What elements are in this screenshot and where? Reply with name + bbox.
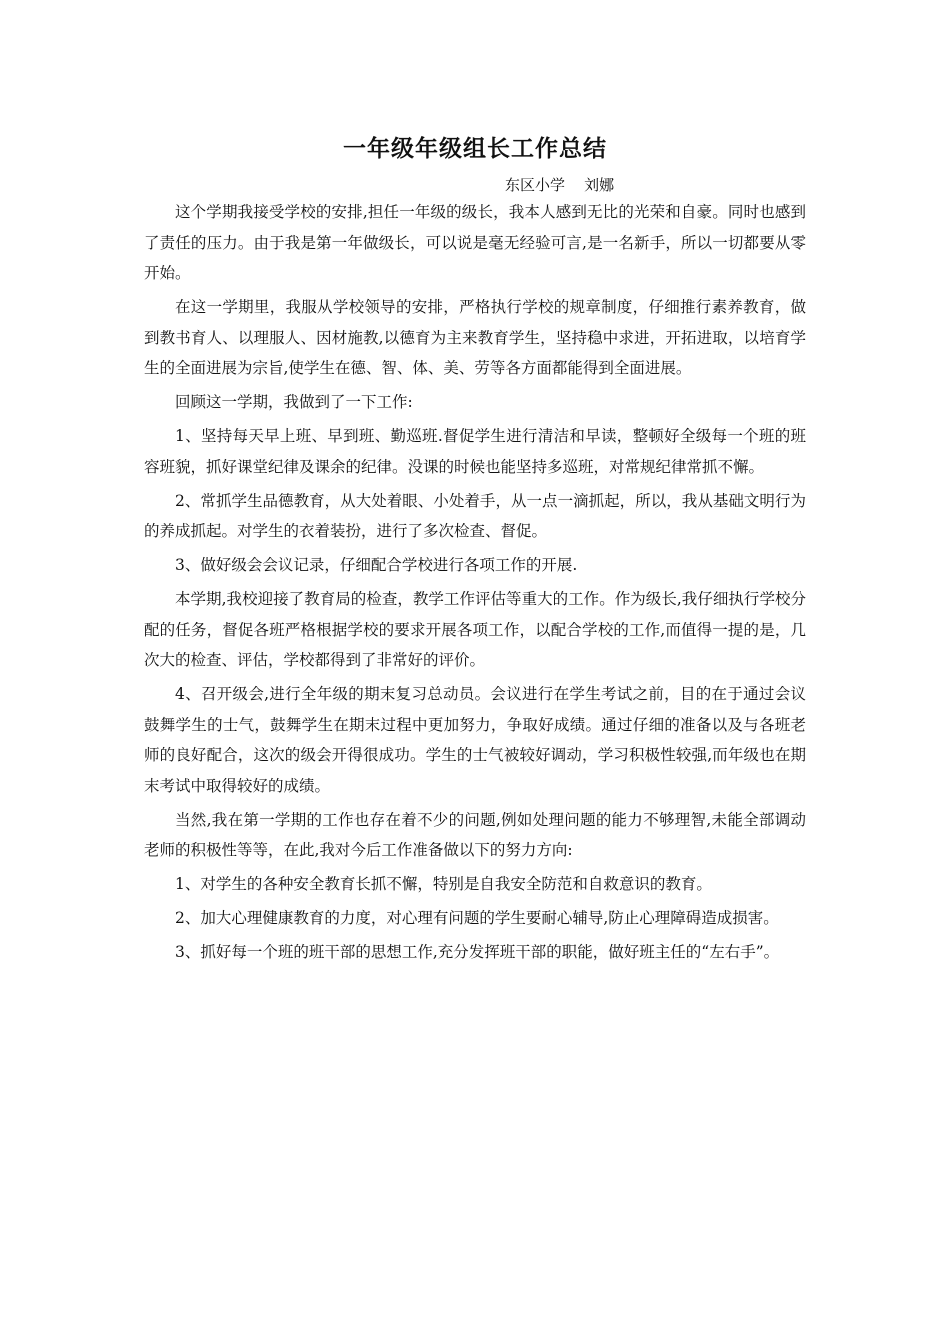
paragraph: 2、加大心理健康教育的力度，对心理有问题的学生要耐心辅导,防止心理障碍造成损害。 xyxy=(175,909,779,927)
paragraph: 这个学期我接受学校的安排,担任一年级的级长，我本人感到无比的光荣和自豪。同时也感到了责任的压力。由于我是第一年做级长，可以说是毫无经验可言,是一名新手，所以一切都要从零开始。 xyxy=(144,203,806,282)
paragraph: 回顾这一学期，我做到了一下工作: xyxy=(175,393,413,411)
paragraph: 1、坚持每天早上班、早到班、勤巡班.督促学生进行清洁和早读，整顿好全级每一个班的班容班貌，抓好课堂纪律及课余的纪律。没课的时候也能坚持多巡班，对常规纪律常抓不懈。 xyxy=(144,427,806,476)
document-body xyxy=(144,197,806,971)
paragraph: 1、对学生的各种安全教育长抓不懈，特别是自我安全防范和自救意识的教育。 xyxy=(175,875,712,893)
paragraph: 在这一学期里，我服从学校领导的安排，严格执行学校的规章制度，仔细推行素养教育，做到教书育人、以理服人、因材施教,以德育为主来教育学生，坚持稳中求进，开拓进取，以培育学生的全面进展为宗旨,使学生在德、智、体、美、劳等各方面都能得到全面进展。 xyxy=(144,298,806,377)
author-line: 东区小学 刘娜 xyxy=(505,176,615,194)
paragraph: 3、抓好每一个班的班干部的思想工作,充分发挥班干部的职能，做好班主任的“左右手”。 xyxy=(175,943,780,961)
paragraph: 当然,我在第一学期的工作也存在着不少的问题,例如处理问题的能力不够理智,未能全部调动老师的积极性等等，在此,我对今后工作准备做以下的努力方向: xyxy=(144,810,806,859)
paragraph: 2、常抓学生品德教育，从大处着眼、小处着手，从一点一滴抓起，所以，我从基础文明行为的养成抓起。对学生的衣着装扮，进行了多次检查、督促。 xyxy=(144,491,806,540)
document-title: 一年级年级组长工作总结 xyxy=(343,136,607,162)
paragraph: 4、召开级会,进行全年级的期末复习总动员。会议进行在学生考试之前，目的在于通过会议鼓舞学生的士气，鼓舞学生在期末过程中更加努力，争取好成绩。通过仔细的准备以及与各班老师的良好配合，这次的级会开得很成功。学生的士气被较好调动，学习积极性较强,而年级也在期末考试中取得较好的成绩。 xyxy=(144,685,806,795)
paragraph: 本学期,我校迎接了教育局的检查，教学工作评估等重大的工作。作为级长,我仔细执行学校分配的任务，督促各班严格根据学校的要求开展各项工作，以配合学校的工作,而值得一提的是，几次大的检查、评估，学校都得到了非常好的评价。 xyxy=(144,590,806,669)
paragraph: 3、做好级会会议记录，仔细配合学校进行各项工作的开展. xyxy=(175,556,578,574)
